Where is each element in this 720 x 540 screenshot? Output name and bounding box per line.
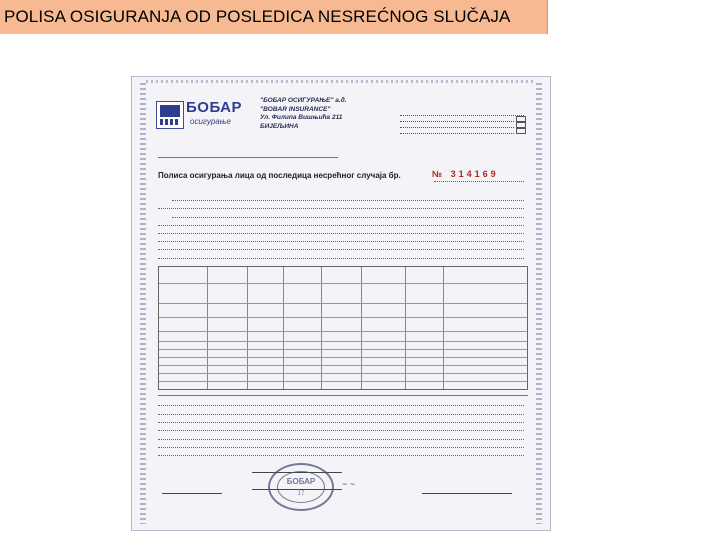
policy-document-title: Полиса осигурања лица од последица несрећног случаја бр. bbox=[158, 171, 401, 180]
stamp-number: 17 bbox=[297, 491, 305, 497]
branch-line bbox=[158, 157, 338, 158]
stamp-brand-text: БОБАР bbox=[286, 477, 316, 486]
logo-subtitle: осигурање bbox=[190, 117, 231, 126]
company-line: Ул. Филипа Вишњића 211 bbox=[260, 114, 343, 121]
policy-number bbox=[432, 169, 499, 179]
company-line: БИЈЕЉИНА bbox=[260, 122, 299, 130]
policy-number-prefix: № bbox=[432, 169, 446, 179]
logo-brand-text: БОБАР bbox=[186, 99, 242, 116]
document-top-perforation bbox=[146, 80, 536, 83]
company-line: "BOBAR INSURANCE" bbox=[260, 105, 331, 113]
bobar-logo-icon bbox=[156, 101, 184, 129]
registration-fields bbox=[398, 111, 526, 134]
signature-scribble: ~ ~ bbox=[342, 479, 356, 489]
company-line: "БОБАР ОСИГУРАЊЕ" а.д. bbox=[260, 97, 347, 104]
policy-number-value: 314169 bbox=[450, 169, 499, 179]
bobar-logo bbox=[156, 99, 248, 131]
coverage-table bbox=[158, 266, 528, 390]
scanned-policy-document bbox=[131, 76, 551, 531]
document-left-perforation bbox=[140, 83, 146, 524]
slide-title-bar bbox=[0, 0, 548, 34]
company-stamp bbox=[268, 463, 334, 511]
policy-number-underline bbox=[434, 181, 524, 182]
company-address-block bbox=[260, 97, 380, 131]
slide-title: POLISA OSIGURANJA OD POSLEDICA NESREĆNOG SLUČAJA bbox=[4, 7, 511, 26]
document-right-perforation bbox=[536, 83, 542, 524]
